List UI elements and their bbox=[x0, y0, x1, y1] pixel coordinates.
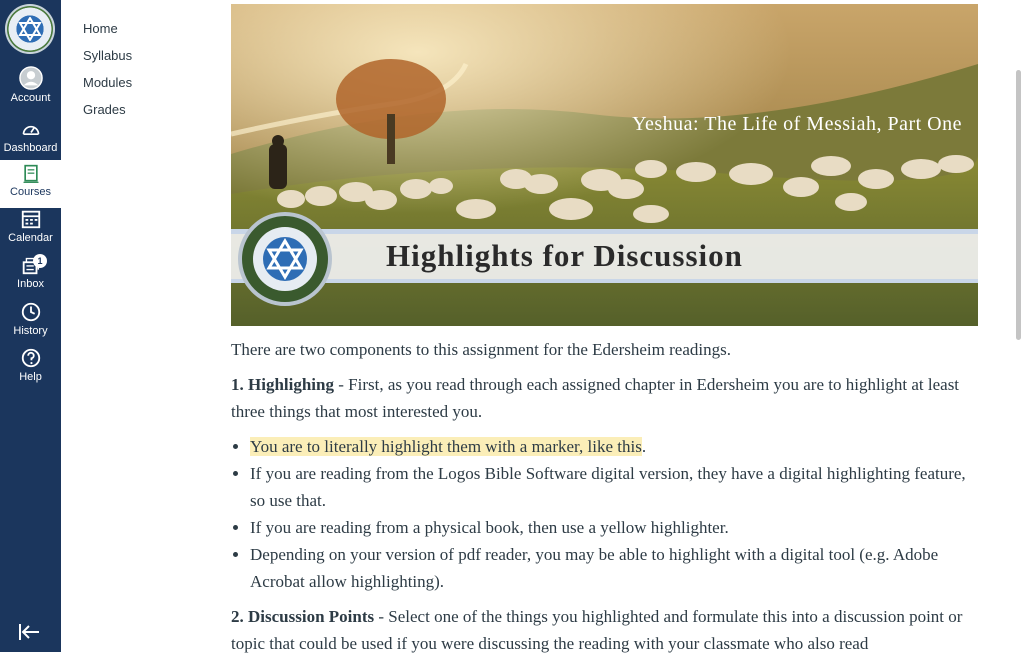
nav-courses-label: Courses bbox=[10, 186, 51, 198]
section-1-paragraph bbox=[231, 371, 976, 425]
assignment-content bbox=[231, 336, 976, 665]
section-2-paragraph bbox=[231, 603, 976, 657]
section-2-title: 2. Discussion Points bbox=[231, 607, 375, 626]
nav-account[interactable] bbox=[0, 66, 61, 112]
institution-logo[interactable] bbox=[5, 4, 55, 54]
section-1-title: 1. Highlighing bbox=[231, 375, 334, 394]
help-icon bbox=[19, 347, 43, 369]
instructions-list bbox=[231, 433, 976, 595]
course-nav-grades[interactable]: Grades bbox=[83, 102, 126, 117]
nav-account-label: Account bbox=[10, 92, 51, 104]
nav-help-label: Help bbox=[19, 371, 42, 383]
nav-dashboard-label: Dashboard bbox=[3, 142, 58, 154]
section-2-text: - Select one of the things you highlighted and formulate this into a discussion point or topic that could be used if you were discussing the reading with your classmate who also read bbox=[231, 607, 963, 653]
intro-paragraph: There are two components to this assignment for the Edersheim readings. bbox=[231, 340, 731, 359]
history-icon bbox=[19, 301, 43, 323]
nav-inbox-label: Inbox bbox=[17, 278, 44, 290]
collapse-nav-icon[interactable] bbox=[17, 622, 41, 642]
inbox-badge: 1 bbox=[33, 254, 47, 268]
course-nav-syllabus[interactable]: Syllabus bbox=[83, 48, 133, 63]
list-item bbox=[250, 433, 976, 460]
nav-help[interactable] bbox=[0, 347, 61, 393]
courses-icon bbox=[19, 164, 43, 184]
banner-heading: Highlights for Discussion bbox=[386, 238, 743, 273]
dashboard-icon bbox=[19, 120, 43, 140]
course-nav-modules[interactable]: Modules bbox=[83, 75, 133, 90]
course-nav bbox=[83, 20, 132, 128]
list-item: • If you are reading from the Logos Bible Software digital version, they have a digital highlighting feature, so use that. bbox=[250, 460, 976, 514]
list-item-suffix: . bbox=[641, 437, 647, 456]
nav-calendar[interactable] bbox=[0, 208, 61, 254]
nav-history[interactable] bbox=[0, 301, 61, 347]
pastoral-sheep-scene bbox=[231, 4, 978, 326]
section-1-text: - First, as you read through each assigned chapter in Edersheim you are to highlight at least three things that most interested you. bbox=[231, 375, 960, 421]
calendar-icon bbox=[19, 208, 43, 230]
nav-inbox[interactable] bbox=[0, 254, 61, 300]
nav-history-label: History bbox=[13, 325, 48, 337]
global-nav bbox=[0, 0, 61, 652]
banner-image bbox=[231, 4, 978, 326]
course-nav-home[interactable]: Home bbox=[83, 21, 118, 36]
star-of-david-icon bbox=[18, 17, 42, 41]
nav-calendar-label: Calendar bbox=[8, 232, 53, 244]
scrollbar-thumb[interactable] bbox=[1016, 70, 1021, 340]
banner-series-title: Yeshua: The Life of Messiah, Part One bbox=[632, 113, 962, 135]
list-item: • Depending on your version of pdf reader, you may be able to highlight with a digital tool (e.g. Adobe Acrobat allow highlighting). bbox=[250, 541, 976, 595]
list-item: • If you are reading from a physical book, then use a yellow highlighter. bbox=[250, 514, 976, 541]
nav-courses[interactable] bbox=[0, 160, 61, 208]
account-icon bbox=[19, 66, 43, 90]
highlighted-text: You are to literally highlight them with a marker, like this bbox=[250, 437, 642, 456]
